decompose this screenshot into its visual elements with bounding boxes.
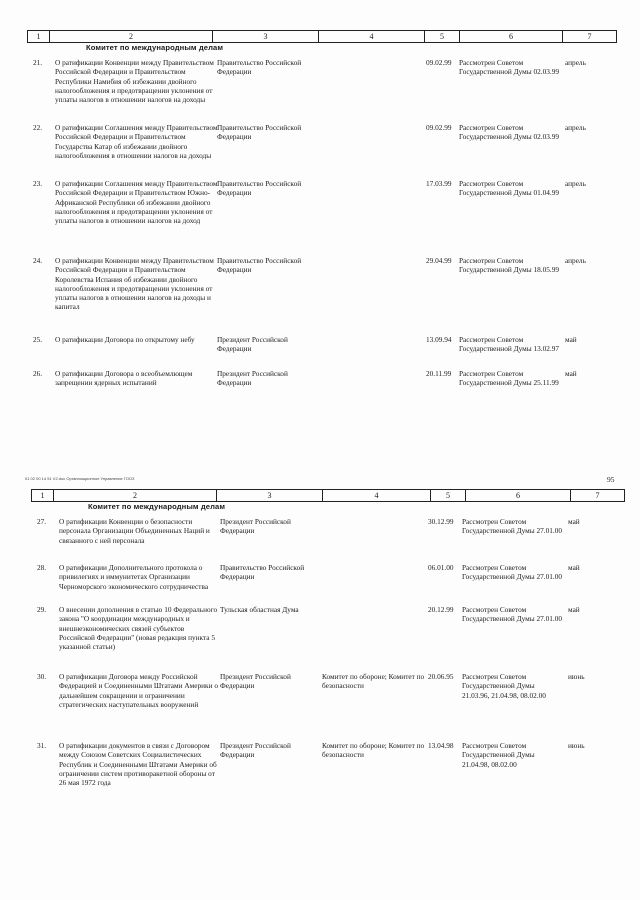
row-title: О ратификации Соглашения между Правительством Российской Федерации и Правительством Южно-Африканской Республики об избежании двойного налогообложения и предотвращении уклонения от уплаты налогов в отношении налогов на доход	[55, 179, 218, 226]
row-title: О ратификации Конвенции о безопасности персонала Организации Объединенных Наций и связанного с ней персонала	[59, 517, 210, 545]
row-title: О ратификации Договора по открытому небу	[55, 335, 195, 344]
header-col-3: 3	[213, 31, 319, 42]
row-number: 31.	[37, 741, 47, 750]
row-date: 13.09.94	[426, 335, 452, 344]
row-date: 09.02.99	[426, 58, 452, 67]
row-number: 21.	[33, 58, 43, 67]
row-status: Рассмотрен Советом Государственной Думы 02.03.99	[459, 58, 560, 77]
row-title: О ратификации документов в связи с Договором между Союзом Советских Социалистических Республик и Соединенными Штатами Америки об ограничении систем противоракетной обороны от 26 мая 1972 года	[59, 741, 217, 788]
header-col-7: 7	[595, 491, 600, 500]
row-date: 20.12.99	[428, 605, 454, 614]
row-status: Рассмотрен Советом Государственной Думы 18.05.99	[459, 256, 560, 275]
row-date: 20.11.99	[426, 369, 452, 378]
row-author: Правительство Российской Федерации	[217, 58, 302, 77]
row-author: Президент Российской Федерации	[220, 741, 291, 760]
row-date: 20.06.95	[428, 672, 454, 681]
section-title: Комитет по международным делам	[86, 43, 224, 52]
row-number: 30.	[37, 672, 47, 681]
header-col-1: 1	[32, 490, 54, 501]
header-col-2: 2	[54, 490, 217, 501]
row-author: Тульская областная Дума	[220, 605, 299, 614]
page-number: 95	[607, 475, 615, 484]
row-title: О ратификации Дополнительного протокола о привилегиях и иммунитетах Организации Черноморского экономического сотрудничества	[59, 563, 209, 591]
row-status: Рассмотрен Советом Государственной Думы 21.04.98, 08.02.00	[462, 741, 535, 769]
row-number: 25.	[33, 335, 43, 344]
row-date: 13.04.98	[428, 741, 454, 750]
row-author: Правительство Российской Федерации	[217, 123, 302, 142]
row-month: апрель	[565, 256, 586, 265]
row-number: 22.	[33, 123, 43, 132]
row-month: июнь	[568, 741, 585, 750]
row-author: Президент Российской Федерации	[220, 517, 291, 536]
row-title: О ратификации Конвенции между Правительством Российской Федерации и Правительством Республики Намибия об избежании двойного налогообложения и предотвращении уклонения от уплаты налогов в отношении налогов на доходы	[55, 58, 214, 105]
header-col-2: 2	[50, 31, 213, 42]
row-month: май	[568, 605, 580, 614]
row-date: 30.12.99	[428, 517, 454, 526]
row-number: 23.	[33, 179, 43, 188]
section-title: Комитет по международным делам	[88, 502, 226, 511]
row-author: Президент Российской Федерации	[217, 335, 288, 354]
row-date: 09.02.99	[426, 123, 452, 132]
table-header	[31, 489, 625, 502]
row-author: Правительство Российской Федерации	[217, 179, 302, 198]
row-committee: Комитет по обороне; Комитет по безопасности	[322, 741, 425, 760]
row-title: О ратификации Соглашения между Правительством Российской Федерации и Правительством Государства Катар об избежании двойного налогообложения в отношении налогов на доходы	[55, 123, 218, 160]
row-author: Президент Российской Федерации	[217, 369, 288, 388]
header-col-5: 5	[425, 31, 460, 42]
header-col-3: 3	[217, 490, 323, 501]
row-number: 24.	[33, 256, 43, 265]
row-title: О ратификации Конвенции между Правительством Российской Федерации и Правительством Королевства Испания об избежании двойного налогообложения и предотвращении уклонения от уплаты налогов в отношении налогов на доходы и капитал	[55, 256, 214, 312]
header-col-4: 4	[319, 31, 425, 42]
row-title: О внесении дополнения в статью 10 Федерального закона "О координации международных и внешнеэкономических связей субъектов Российской Федерации" (новая редакция пункта 5 указанной статьи)	[59, 605, 218, 652]
header-col-6: 6	[460, 31, 563, 42]
row-author: Правительство Российской Федерации	[217, 256, 302, 275]
row-status: Рассмотрен Советом Государственной Думы 02.03.99	[459, 123, 560, 142]
row-status: Рассмотрен Советом Государственной Думы 01.04.99	[459, 179, 560, 198]
row-title: О ратификации Договора о всеобъемлющем запрещении ядерных испытаний	[55, 369, 193, 388]
row-date: 17.03.99	[426, 179, 452, 188]
row-month: апрель	[565, 123, 586, 132]
row-number: 26.	[33, 369, 43, 378]
row-month: май	[568, 563, 580, 572]
row-date: 06.01.00	[428, 563, 454, 572]
row-author: Правительство Российской Федерации	[220, 563, 305, 582]
table-header	[27, 30, 617, 43]
row-month: май	[568, 517, 580, 526]
row-status: Рассмотрен Советом Государственной Думы 27.01.00	[462, 563, 563, 582]
row-month: май	[565, 335, 577, 344]
row-date: 29.04.99	[426, 256, 452, 265]
header-col-6: 6	[466, 490, 571, 501]
header-col-1: 1	[28, 31, 50, 42]
row-status: Рассмотрен Советом Государственной Думы 21.03.96, 21.04.98, 08.02.00	[462, 672, 546, 700]
row-status: Рассмотрен Советом Государственной Думы 25.11.99	[459, 369, 559, 388]
row-number: 28.	[37, 563, 47, 572]
header-col-7: 7	[587, 32, 592, 41]
row-number: 27.	[37, 517, 47, 526]
row-committee: Комитет по обороне; Комитет по безопасности	[322, 672, 425, 691]
row-number: 29.	[37, 605, 47, 614]
row-month: апрель	[565, 179, 586, 188]
row-title: О ратификации Договора между Российской Федерацией и Соединенными Штатами Америки о дальнейшем сокращении и ограничении стратегических наступательных вооружений	[59, 672, 218, 709]
row-month: июнь	[568, 672, 585, 681]
row-status: Рассмотрен Советом Государственной Думы 13.02.97	[459, 335, 560, 354]
row-status: Рассмотрен Советом Государственной Думы 27.01.00	[462, 605, 563, 624]
header-col-5: 5	[431, 490, 466, 501]
footer-text: 01 02 00 14 51 V2.doc Организационное Управление ГООЗ	[25, 476, 135, 481]
header-col-4: 4	[323, 490, 431, 501]
row-month: апрель	[565, 58, 586, 67]
row-author: Президент Российской Федерации	[220, 672, 291, 691]
row-status: Рассмотрен Советом Государственной Думы 27.01.00	[462, 517, 563, 536]
row-month: май	[565, 369, 577, 378]
